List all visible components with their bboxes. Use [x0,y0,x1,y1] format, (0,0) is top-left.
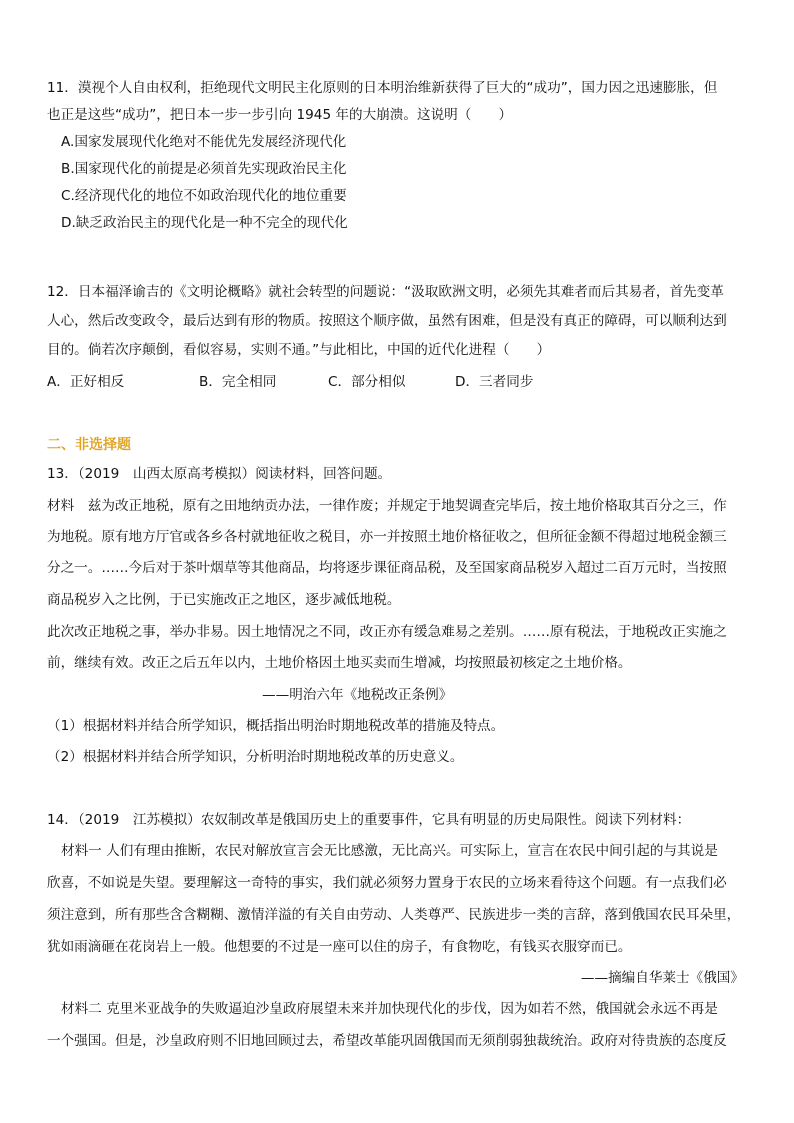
q13-material-line-6: 前，继续有效。改正之后五年以内，土地价格因土地买卖而生增减，均按照最初核定之土地价格。 [47,655,632,671]
q14-material2-line-1: 材料二 克里米亚战争的失败逼迫沙皇政府展望未来并加快现代化的步伐，因为如若不然，俄国就会永远不再是 [61,1001,718,1017]
q11-stem-line-2: 也正是这些“成功”，把日本一步一步引向 1945 年的大崩溃。这说明（ ） [47,107,513,123]
q13-subquestion-1: （1）根据材料并结合所学知识，概括指出明治时期地税改革的措施及特点。 [47,718,505,734]
q13-material-line-3: 分之一。……今后对于茶叶烟草等其他商品，均将逐步课征商品税，及至国家商品税岁入超过二百万元时，当按照 [47,560,727,576]
q13-material-line-4: 商品税岁入之比例，于已实施改正之地区，逐步减低地税。 [47,592,401,608]
q11-option-c: C.经济现代化的地位不如政治现代化的地位重要 [61,188,347,204]
q11-option-d: D.缺乏政治民主的现代化是一种不完全的现代化 [61,215,348,231]
q12-option-d: D．三者同步 [455,374,534,390]
q14-source-1: ——摘编自华莱士《俄国》 [580,970,744,986]
q14-material2-line-2: 一个强国。但是，沙皇政府则不旧地回顾过去，希望改革能巩固俄国而无须削弱独裁统治。政府对待贵族的态度反 [47,1033,727,1049]
q12-option-a: A．正好相反 [47,374,125,390]
q14-material1-line-4: 犹如雨滴砸在花岗岩上一般。他想要的不过是一座可以住的房子，有食物吃，有钱买衣服穿而已。 [47,939,632,955]
q12-option-b: B．完全相同 [199,374,277,390]
q11-option-b: B.国家现代化的前提是必须首先实现政治民主化 [61,161,347,177]
section-title-non-choice: 二、非选择题 [47,437,131,453]
q12-stem-line-3: 目的。倘若次序颠倒，看似容易，实则不通。”与此相比，中国的近代化进程（ ） [47,342,551,358]
q11-option-a: A.国家发展现代化绝对不能优先发展经济现代化 [61,134,347,150]
q14-material1-line-3: 须注意到，所有那些含含糊糊、激情洋溢的有关自由劳动、人类尊严、民族进步一类的言辞，落到俄国农民耳朵里， [47,907,741,923]
q14-material1-line-1: 材料一 人们有理由推断，农民对解放宣言会无比感激，无比高兴。可实际上，宣言在农民中间引起的与其说是 [61,843,718,859]
q13-material-line-1: 材料 兹为改正地税，原有之田地纳贡办法，一律作废；并规定于地契调查完毕后，按土地价格取其百分之三，作 [47,498,727,514]
q14-material1-line-2: 欣喜，不如说是失望。要理解这一奇特的事实，我们就必须努力置身于农民的立场来看待这个问题。有一点我们必 [47,875,727,891]
q13-material-line-5: 此次改正地税之事，举办非易。因土地情况之不同，改正亦有缓急难易之差别。……原有税法，于地税改正实施之 [47,624,727,640]
q11-stem-line-1: 11．漠视个人自由权利，拒绝现代文明民主化原则的日本明治维新获得了巨大的“成功”，国力因之迅速膨胀，但 [47,80,718,96]
q13-material-line-2: 为地税。原有地方厅官或各乡各村就地征收之税目，亦一并按照土地价格征收之，但所征金额不得超过地税金额三 [47,529,727,545]
q13-source: ——明治六年《地税改正条例》 [262,687,453,703]
q14-stem: 14．（2019 江苏模拟）农奴制改革是俄国历史上的重要事件，它具有明显的历史局限性。阅读下列材料： [47,812,691,828]
q12-stem-line-2: 人心，然后改变政令，最后达到有形的物质。按照这个顺序做，虽然有困难，但是没有真正的障碍，可以顺利达到 [47,313,727,329]
q12-stem-line-1: 12．日本福泽谕吉的《文明论概略》就社会转型的问题说：“汲取欧洲文明，必须先其难者而后其易者，首先变革 [47,284,724,300]
q13-stem: 13．（2019 山西太原高考模拟）阅读材料，回答问题。 [47,466,392,482]
q13-subquestion-2: （2）根据材料并结合所学知识，分析明治时期地税改革的历史意义。 [47,749,464,765]
q12-option-c: C．部分相似 [328,374,406,390]
